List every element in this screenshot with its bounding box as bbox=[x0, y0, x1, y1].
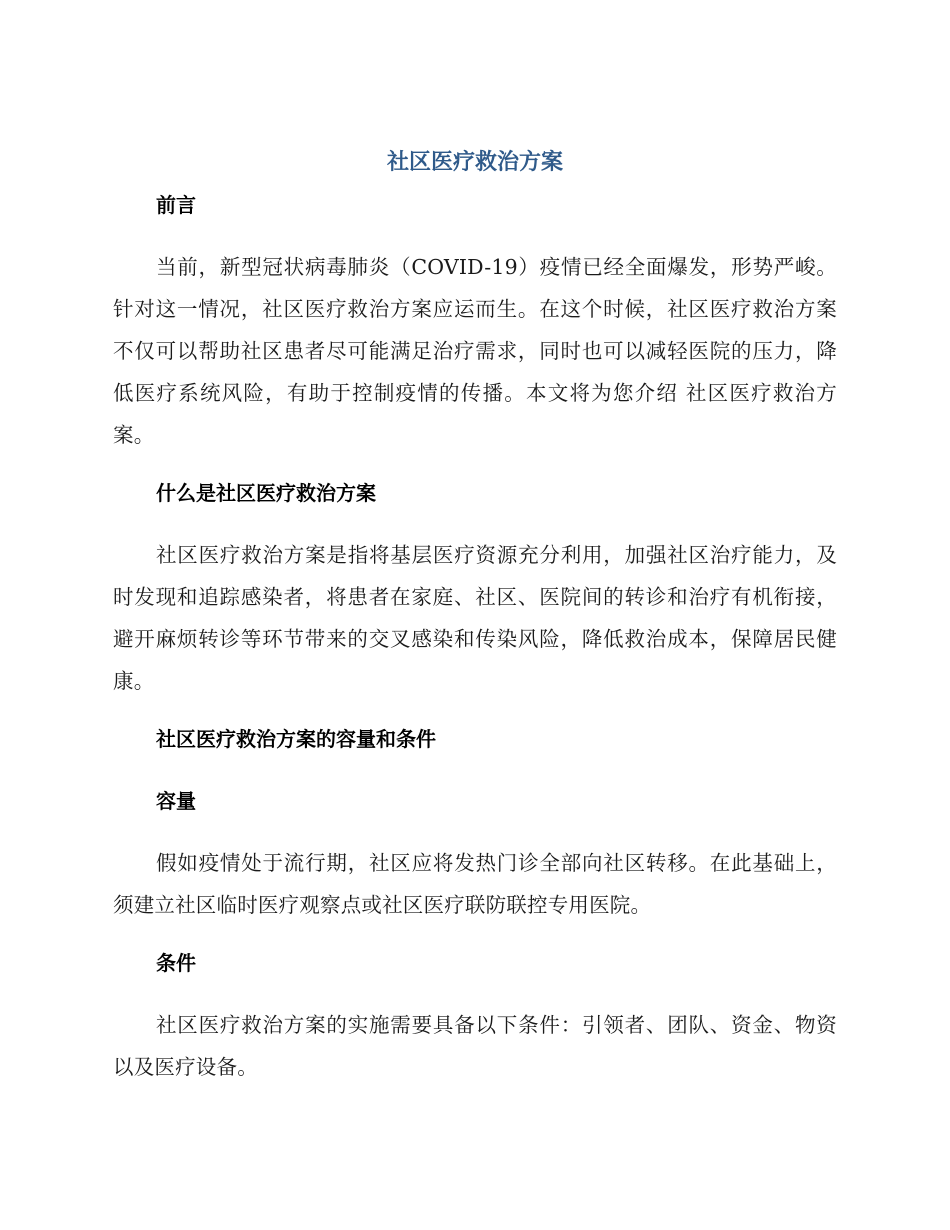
heading-capacity: 容量 bbox=[156, 789, 196, 813]
document-title: 社区医疗救治方案 bbox=[386, 150, 563, 175]
spacer bbox=[113, 926, 837, 942]
heading-conditions: 条件 bbox=[156, 951, 196, 975]
spacer bbox=[113, 984, 837, 1004]
paragraph-preface: 当前，新型冠状病毒肺炎（COVID-19）疫情已经全面爆发，形势严峻。针对这一情况，社区医疗救治方案应运而生。在这个时候，社区医疗救治方案不仅可以帮助社区患者尽可能满足治疗需求，同时也可以减轻医院的压力，降低医疗系统风险，有助于控制疫情的传播。本文将为您介绍 社区医疗救治方案。 bbox=[113, 255, 837, 447]
document-content bbox=[113, 142, 837, 1088]
spacer bbox=[113, 456, 837, 472]
paragraph-capacity: 假如疫情处于流行期，社区应将发热门诊全部向社区转移。在此基础上，须建立社区临时医疗观察点或社区医疗联防联控专用医院。 bbox=[113, 851, 837, 917]
paragraph-conditions: 社区医疗救治方案的实施需要具备以下条件：引领者、团队、资金、物资以及医疗设备。 bbox=[113, 1013, 837, 1079]
heading-capacity-conditions: 社区医疗救治方案的容量和条件 bbox=[156, 727, 436, 751]
heading-what-is: 什么是社区医疗救治方案 bbox=[156, 481, 376, 505]
spacer bbox=[113, 226, 837, 246]
spacer bbox=[113, 514, 837, 534]
paragraph-what-is: 社区医疗救治方案是指将基层医疗资源充分利用，加强社区治疗能力，及时发现和追踪感染者，将患者在家庭、社区、医院间的转诊和治疗有机衔接，避开麻烦转诊等环节带来的交叉感染和传染风险，降低救治成本，保障居民健康。 bbox=[113, 543, 837, 693]
spacer bbox=[113, 702, 837, 718]
heading-preface: 前言 bbox=[156, 193, 196, 217]
spacer bbox=[113, 760, 837, 780]
spacer bbox=[113, 822, 837, 842]
